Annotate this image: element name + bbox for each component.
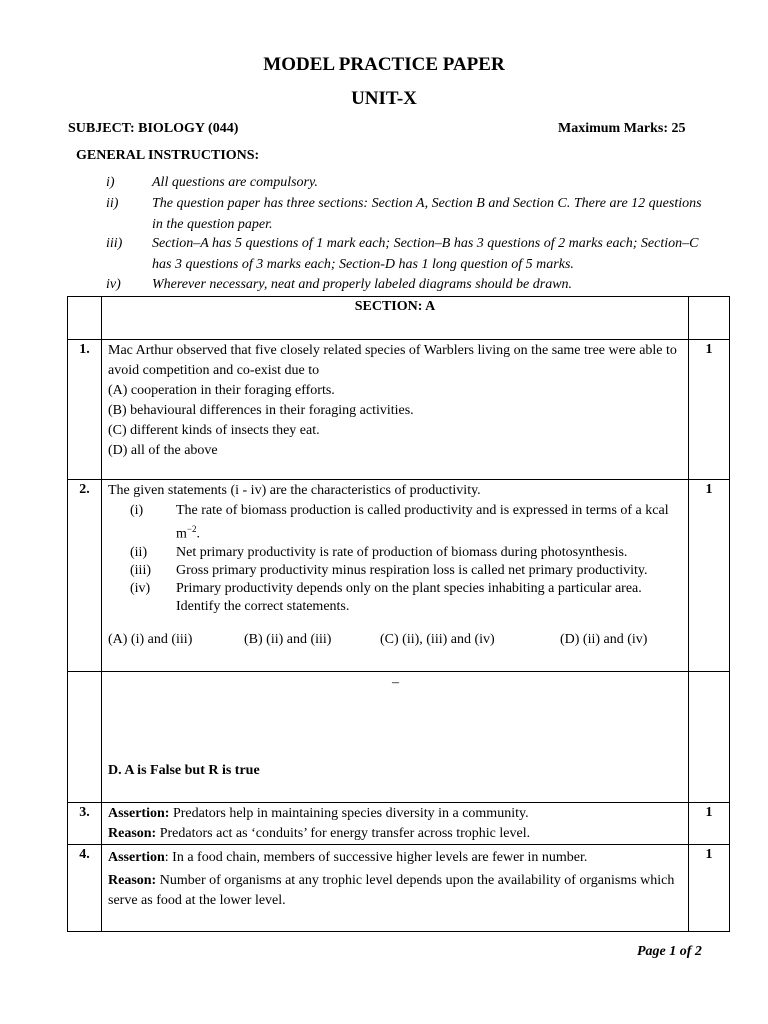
question-row-1 xyxy=(68,340,730,480)
identify-line: Identify the correct statements. xyxy=(176,598,350,614)
question-number: 3. xyxy=(68,803,102,845)
instruction-number: iii) xyxy=(106,236,123,251)
option-b: (B) behavioural differences in their foraging activities. xyxy=(108,403,414,418)
questions-table xyxy=(67,296,730,932)
instruction-number: i) xyxy=(106,175,115,190)
instruction-item xyxy=(106,194,706,235)
instruction-number: ii) xyxy=(106,196,119,211)
instruction-item xyxy=(106,173,706,194)
section-row xyxy=(68,297,730,340)
reason-line xyxy=(108,871,683,911)
assertion-line xyxy=(108,804,683,824)
reason-label: Reason: xyxy=(108,826,157,841)
question-row-3 xyxy=(68,803,730,845)
option-a: (A) cooperation in their foraging efforts. xyxy=(108,383,335,398)
question-number: 4. xyxy=(68,845,102,932)
question-stem: The given statements (i - iv) are the characteristics of productivity. xyxy=(108,483,481,498)
statement-item xyxy=(108,580,683,598)
instruction-number: iv) xyxy=(106,277,121,292)
blank-row-content xyxy=(102,672,689,803)
instruction-text: Wherever necessary, neat and properly labeled diagrams should be drawn. xyxy=(152,277,573,292)
instruction-text: All questions are compulsory. xyxy=(152,175,318,190)
option-d: (D) all of the above xyxy=(108,443,218,458)
statement-number: (ii) xyxy=(130,544,148,560)
assertion-line xyxy=(108,848,683,868)
question-marks: 1 xyxy=(689,340,730,480)
instructions-heading: GENERAL INSTRUCTIONS: xyxy=(76,148,260,163)
instruction-text: Section–A has 5 questions of 1 mark each; Section–B has 3 questions of 2 marks each; Section–C has 3 questions of 3 marks each; Section-D has 1 long question of 5 marks. xyxy=(152,236,699,272)
statement-text: Primary productivity depends only on the plant species inhabiting a particular area. xyxy=(176,580,642,596)
unit-superscript: −2 xyxy=(186,524,197,534)
assertion-text: Predators help in maintaining species diversity in a community. xyxy=(169,806,529,821)
assertion-text: : In a food chain, members of successive higher levels are fewer in number. xyxy=(164,850,588,865)
instruction-item xyxy=(106,275,706,296)
question-content xyxy=(102,803,689,845)
max-marks-label: Maximum Marks: 25 xyxy=(558,121,686,136)
paper-title: MODEL PRACTICE PAPER xyxy=(263,54,505,75)
assertion-label: Assertion: xyxy=(108,806,170,821)
option-b: (B) (ii) and (iii) xyxy=(244,631,332,647)
blank-row xyxy=(68,672,730,803)
statement-item xyxy=(108,562,683,580)
reason-text: Predators act as ‘conduits’ for energy transfer across trophic level. xyxy=(156,826,531,841)
statement-text: The rate of biomass production is called productivity and is expressed in terms of a kcal m xyxy=(176,503,669,542)
question-marks: 1 xyxy=(689,845,730,932)
unit-title: UNIT-X xyxy=(351,88,417,109)
question-content xyxy=(102,845,689,932)
statement-number: (iv) xyxy=(130,580,151,596)
statement-item xyxy=(108,544,683,562)
question-stem: Mac Arthur observed that five closely related species of Warblers living on the same tree were able to avoid competition and co-exist due to xyxy=(108,343,677,378)
statement-number: (iii) xyxy=(130,562,151,578)
reason-text: Number of organisms at any trophic level depends upon the availability of organisms which serve as food at the lower level. xyxy=(108,873,675,908)
statement-number: (i) xyxy=(130,503,144,518)
question-number: 1. xyxy=(68,340,102,480)
statement-text: Net primary productivity is rate of production of biomass during photosynthesis. xyxy=(176,544,628,560)
statement-item: (i) The rate of biomass production is called productivity and is expressed in terms of a kcal $m^{-2}$. xyxy=(130,503,669,542)
option-c: (C) different kinds of insects they eat. xyxy=(108,423,320,438)
reason-line xyxy=(108,824,683,844)
option-c: (C) (ii), (iii) and (iv) xyxy=(380,631,495,647)
assertion-label: Assertion xyxy=(108,850,165,865)
page-number: Page 1 of 2 xyxy=(637,944,702,959)
dash-mark: – xyxy=(392,675,399,690)
statement-text: Gross primary productivity minus respiration loss is called net primary productivity. xyxy=(176,562,648,578)
question-row-2 xyxy=(68,480,730,672)
question-number: 2. xyxy=(68,480,102,672)
question-marks: 1 xyxy=(689,480,730,672)
section-heading: SECTION: A xyxy=(102,297,689,340)
options-row xyxy=(108,630,683,650)
option-a: (A) (i) and (iii) xyxy=(108,631,193,647)
question-content xyxy=(102,340,689,480)
instruction-item xyxy=(106,234,706,275)
question-marks: 1 xyxy=(689,803,730,845)
question-content xyxy=(102,480,689,672)
instruction-text: The question paper has three sections: Section A, Section B and Section C. There are 12 questions in the question paper. xyxy=(152,196,702,232)
reason-label: Reason: xyxy=(108,873,157,888)
question-row-4 xyxy=(68,845,730,932)
subject-label: SUBJECT: BIOLOGY (044) xyxy=(68,121,239,136)
option-d-text: D. A is False but R is true xyxy=(108,763,260,778)
option-d: (D) (ii) and (iv) xyxy=(560,631,648,647)
